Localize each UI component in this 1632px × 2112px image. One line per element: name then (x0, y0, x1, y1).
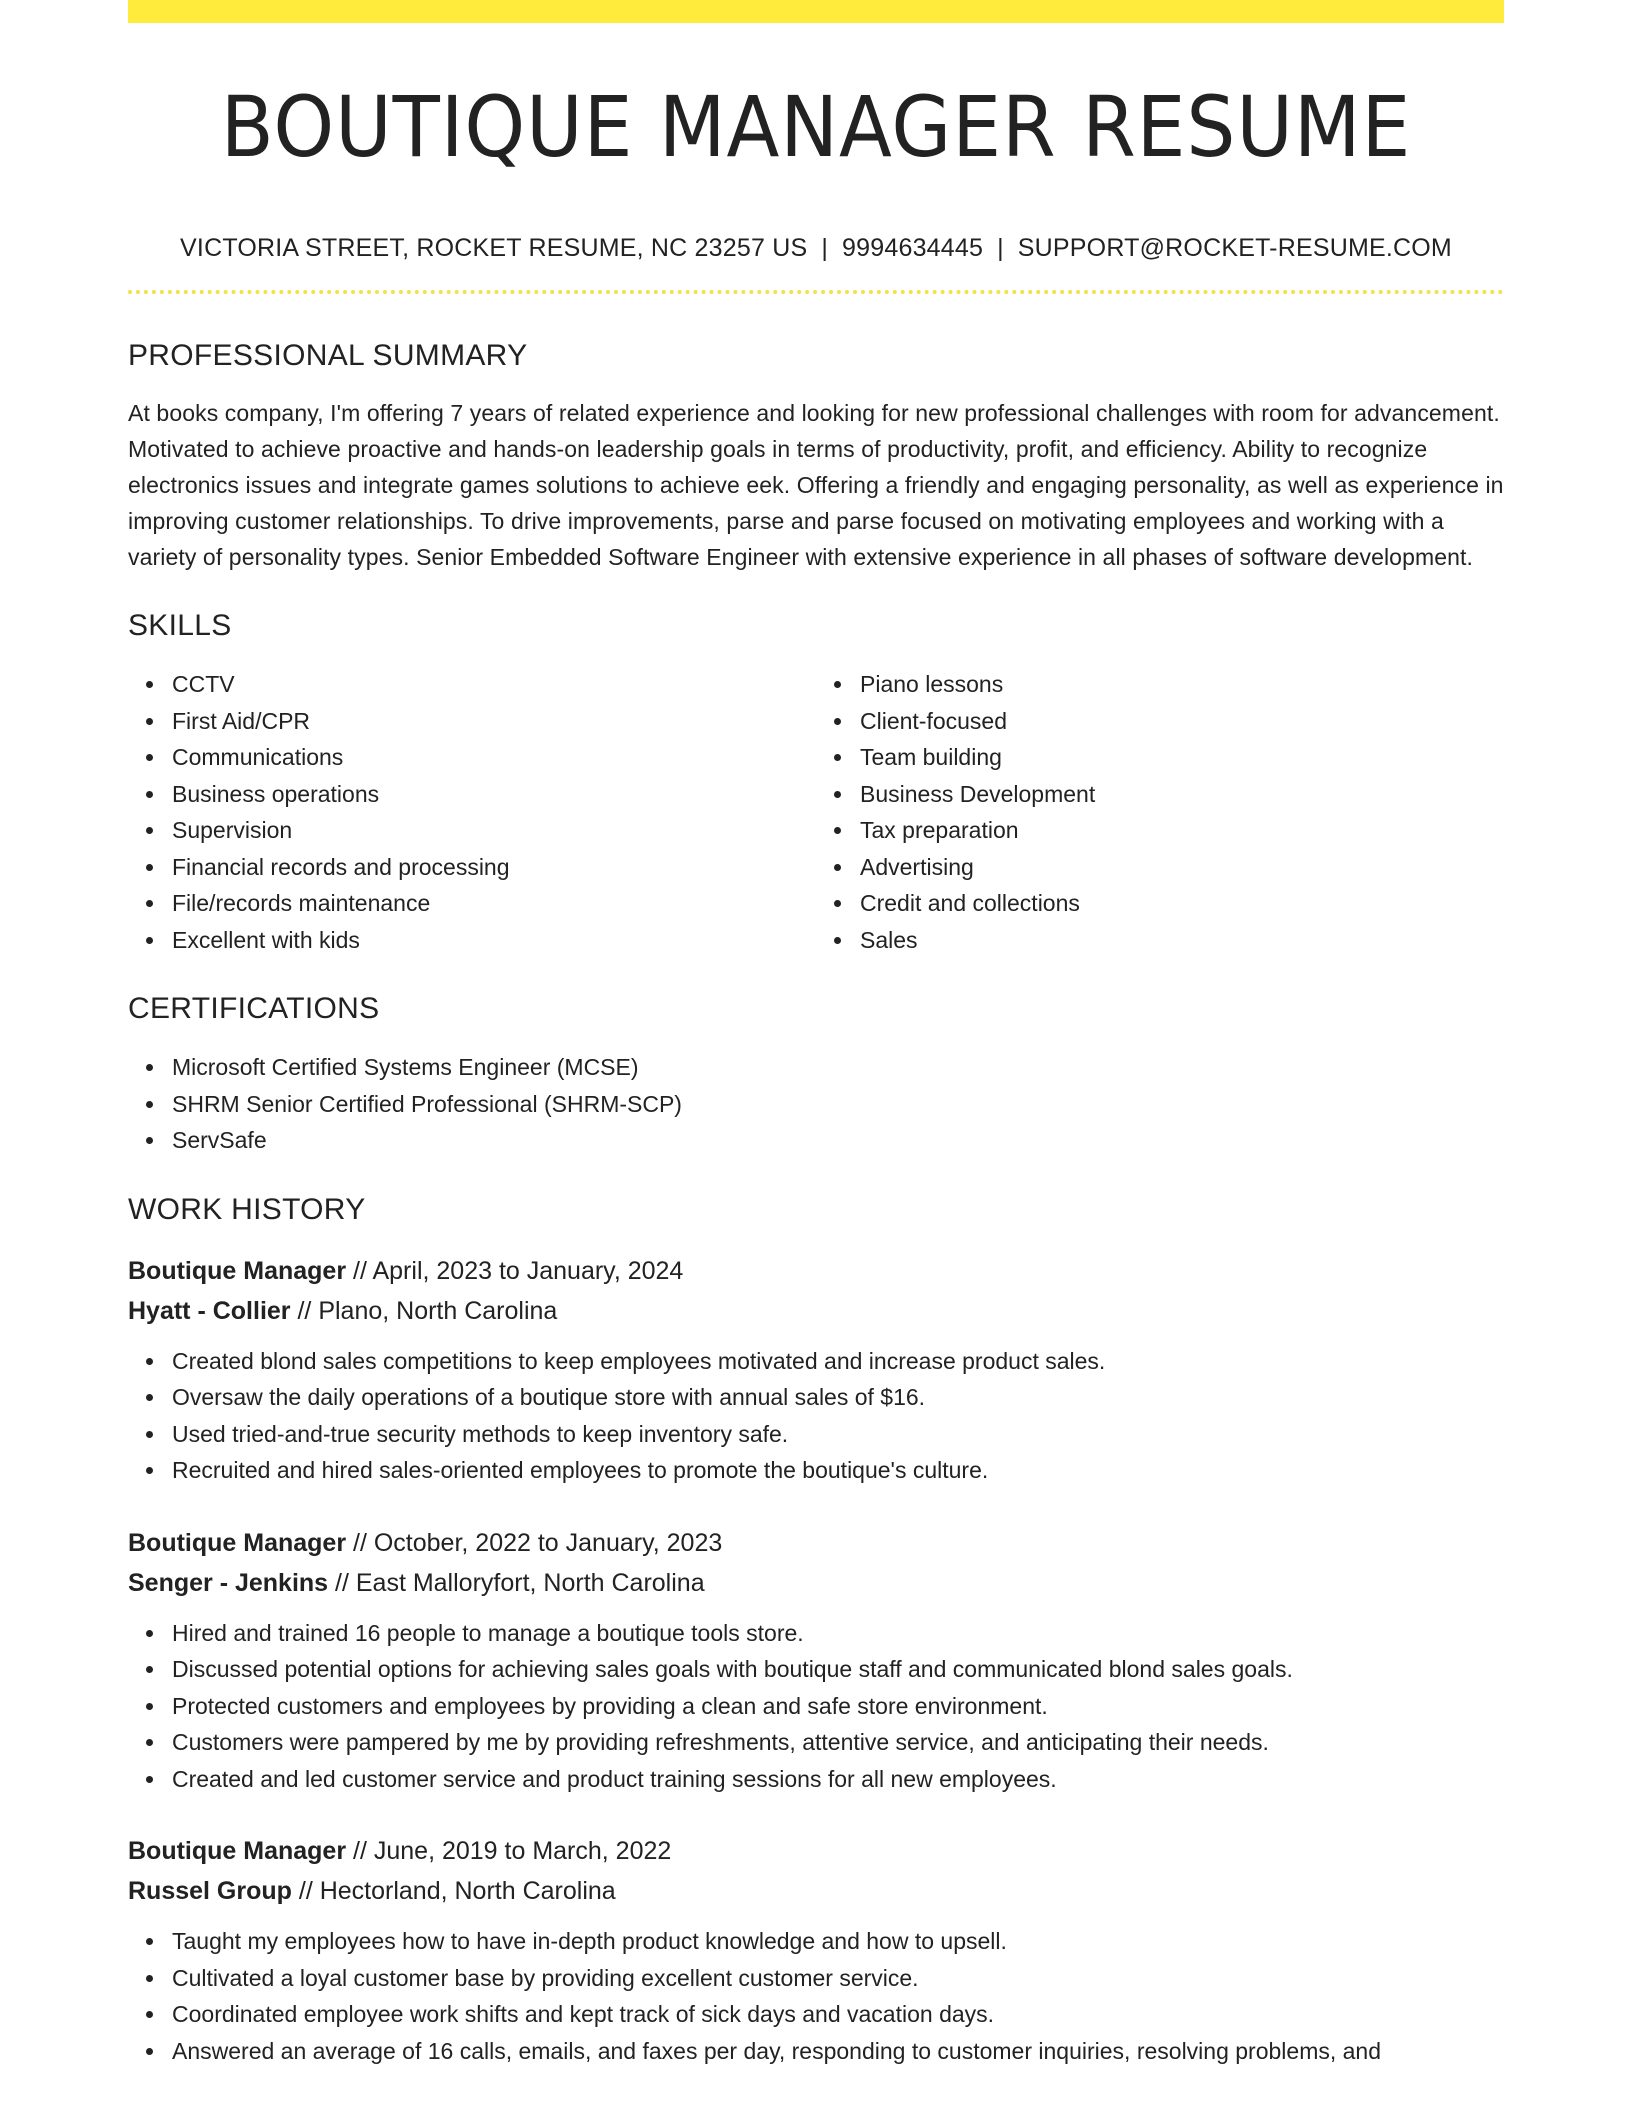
job-bullet: Hired and trained 16 people to manage a boutique tools store. (172, 1615, 1504, 1652)
job-bullets (128, 1615, 1504, 1798)
job-bullets (128, 1923, 1504, 2069)
work-history-heading: WORK HISTORY (128, 1192, 366, 1226)
job-bullet: Used tried-and-true security methods to keep inventory safe. (172, 1416, 1504, 1453)
certification-item: ServSafe (172, 1122, 1504, 1159)
job-title-line (128, 1831, 1504, 1871)
skill-item: Piano lessons (860, 666, 1504, 703)
job-dates: // October, 2022 to January, 2023 (346, 1528, 723, 1557)
skills-list-left (128, 666, 816, 958)
job-dates: // June, 2019 to March, 2022 (346, 1837, 672, 1865)
contact-email: SUPPORT@ROCKET-RESUME.COM (1017, 234, 1452, 262)
certifications-heading: CERTIFICATIONS (128, 992, 380, 1025)
contact-separator: | (821, 234, 829, 262)
skill-item: CCTV (172, 666, 816, 703)
skill-item: Advertising (860, 849, 1504, 886)
job-company-line (128, 1563, 1504, 1603)
job-bullets (128, 1343, 1504, 1489)
top-accent-bar (128, 0, 1504, 23)
skill-item: Tax preparation (860, 812, 1504, 849)
job-location: // Hectorland, North Carolina (291, 1877, 616, 1905)
job-bullet: Protected customers and employees by providing a clean and safe store environment. (172, 1688, 1504, 1725)
skill-item: First Aid/CPR (172, 703, 816, 740)
job-bullet: Customers were pampered by me by providing refreshments, attentive service, and anticipating their needs. (172, 1724, 1504, 1761)
contact-address: VICTORIA STREET, ROCKET RESUME, NC 23257 US (180, 234, 808, 262)
job-bullet: Discussed potential options for achieving sales goals with boutique staff and communicated blond sales goals. (172, 1651, 1504, 1688)
job-title-line (128, 1523, 1504, 1563)
job-bullet: Recruited and hired sales-oriented employees to promote the boutique's culture. (172, 1452, 1504, 1489)
skills-heading: SKILLS (128, 609, 232, 642)
skills-list-right (816, 666, 1504, 958)
skill-item: Financial records and processing (172, 849, 816, 886)
job-company-line (128, 1291, 1504, 1331)
skill-item: Client-focused (860, 703, 1504, 740)
job-entry (128, 1831, 1504, 2069)
dotted-divider (128, 290, 1504, 294)
job-role: Boutique Manager (128, 1837, 347, 1865)
job-bullet: Created and led customer service and product training sessions for all new employees. (172, 1761, 1504, 1798)
skill-item: Team building (860, 739, 1504, 776)
job-location: // East Malloryfort, North Carolina (328, 1568, 705, 1597)
job-role: Boutique Manager (128, 1256, 347, 1285)
job-entry (128, 1523, 1504, 1798)
summary-text: At books company, I'm offering 7 years of related experience and looking for new professional challenges with room for advancement. Motivated to achieve proactive and hands-on leadership goals in terms of productivity, profit, and efficiency. Ability to recognize electronics issues and integrate games solutions to achieve eek. Offering a friendly and engaging personality, as well as experience in improving customer relationships. To drive improvements, parse and parse focused on motivating employees and working with a variety of personality types. Senior Embedded Software Engineer with extensive experience in all phases of software development. (128, 400, 1504, 570)
contact-phone: 9994634445 (842, 234, 984, 262)
job-title-line (128, 1251, 1504, 1291)
certification-item: Microsoft Certified Systems Engineer (MCSE) (172, 1049, 1504, 1086)
skill-item: Excellent with kids (172, 922, 816, 959)
skill-item: Business Development (860, 776, 1504, 813)
skill-item: Sales (860, 922, 1504, 959)
skill-item: Business operations (172, 776, 816, 813)
job-bullet: Coordinated employee work shifts and kept track of sick days and vacation days. (172, 1996, 1504, 2033)
skill-item: File/records maintenance (172, 885, 816, 922)
skill-item: Communications (172, 739, 816, 776)
certifications-list (128, 1049, 1504, 1159)
job-company: Russel Group (128, 1877, 292, 1905)
certification-item: SHRM Senior Certified Professional (SHRM-SCP) (172, 1086, 1504, 1123)
job-company: Senger - Jenkins (128, 1568, 329, 1597)
job-company: Hyatt - Collier (128, 1296, 291, 1325)
summary-heading: PROFESSIONAL SUMMARY (128, 339, 528, 372)
skill-item: Credit and collections (860, 885, 1504, 922)
resume-title: BOUTIQUE MANAGER RESUME (220, 78, 1412, 176)
job-bullet: Oversaw the daily operations of a boutique store with annual sales of $16. (172, 1379, 1504, 1416)
contact-line (128, 233, 1504, 263)
job-role: Boutique Manager (128, 1528, 347, 1557)
work-history-list (128, 1251, 1504, 2070)
job-bullet: Cultivated a loyal customer base by providing excellent customer service. (172, 1960, 1504, 1997)
job-bullet: Created blond sales competitions to keep employees motivated and increase product sales. (172, 1343, 1504, 1380)
job-location: // Plano, North Carolina (290, 1296, 558, 1325)
job-company-line (128, 1871, 1504, 1911)
skill-item: Supervision (172, 812, 816, 849)
job-entry (128, 1251, 1504, 1489)
job-bullet: Answered an average of 16 calls, emails, and faxes per day, responding to customer inquiries, resolving problems, and (172, 2033, 1504, 2070)
job-dates: // April, 2023 to January, 2024 (346, 1256, 684, 1285)
job-bullet: Taught my employees how to have in-depth product knowledge and how to upsell. (172, 1923, 1504, 1960)
contact-separator: | (997, 234, 1004, 262)
resume-page (128, 0, 1504, 2069)
skills-grid (128, 666, 1504, 958)
